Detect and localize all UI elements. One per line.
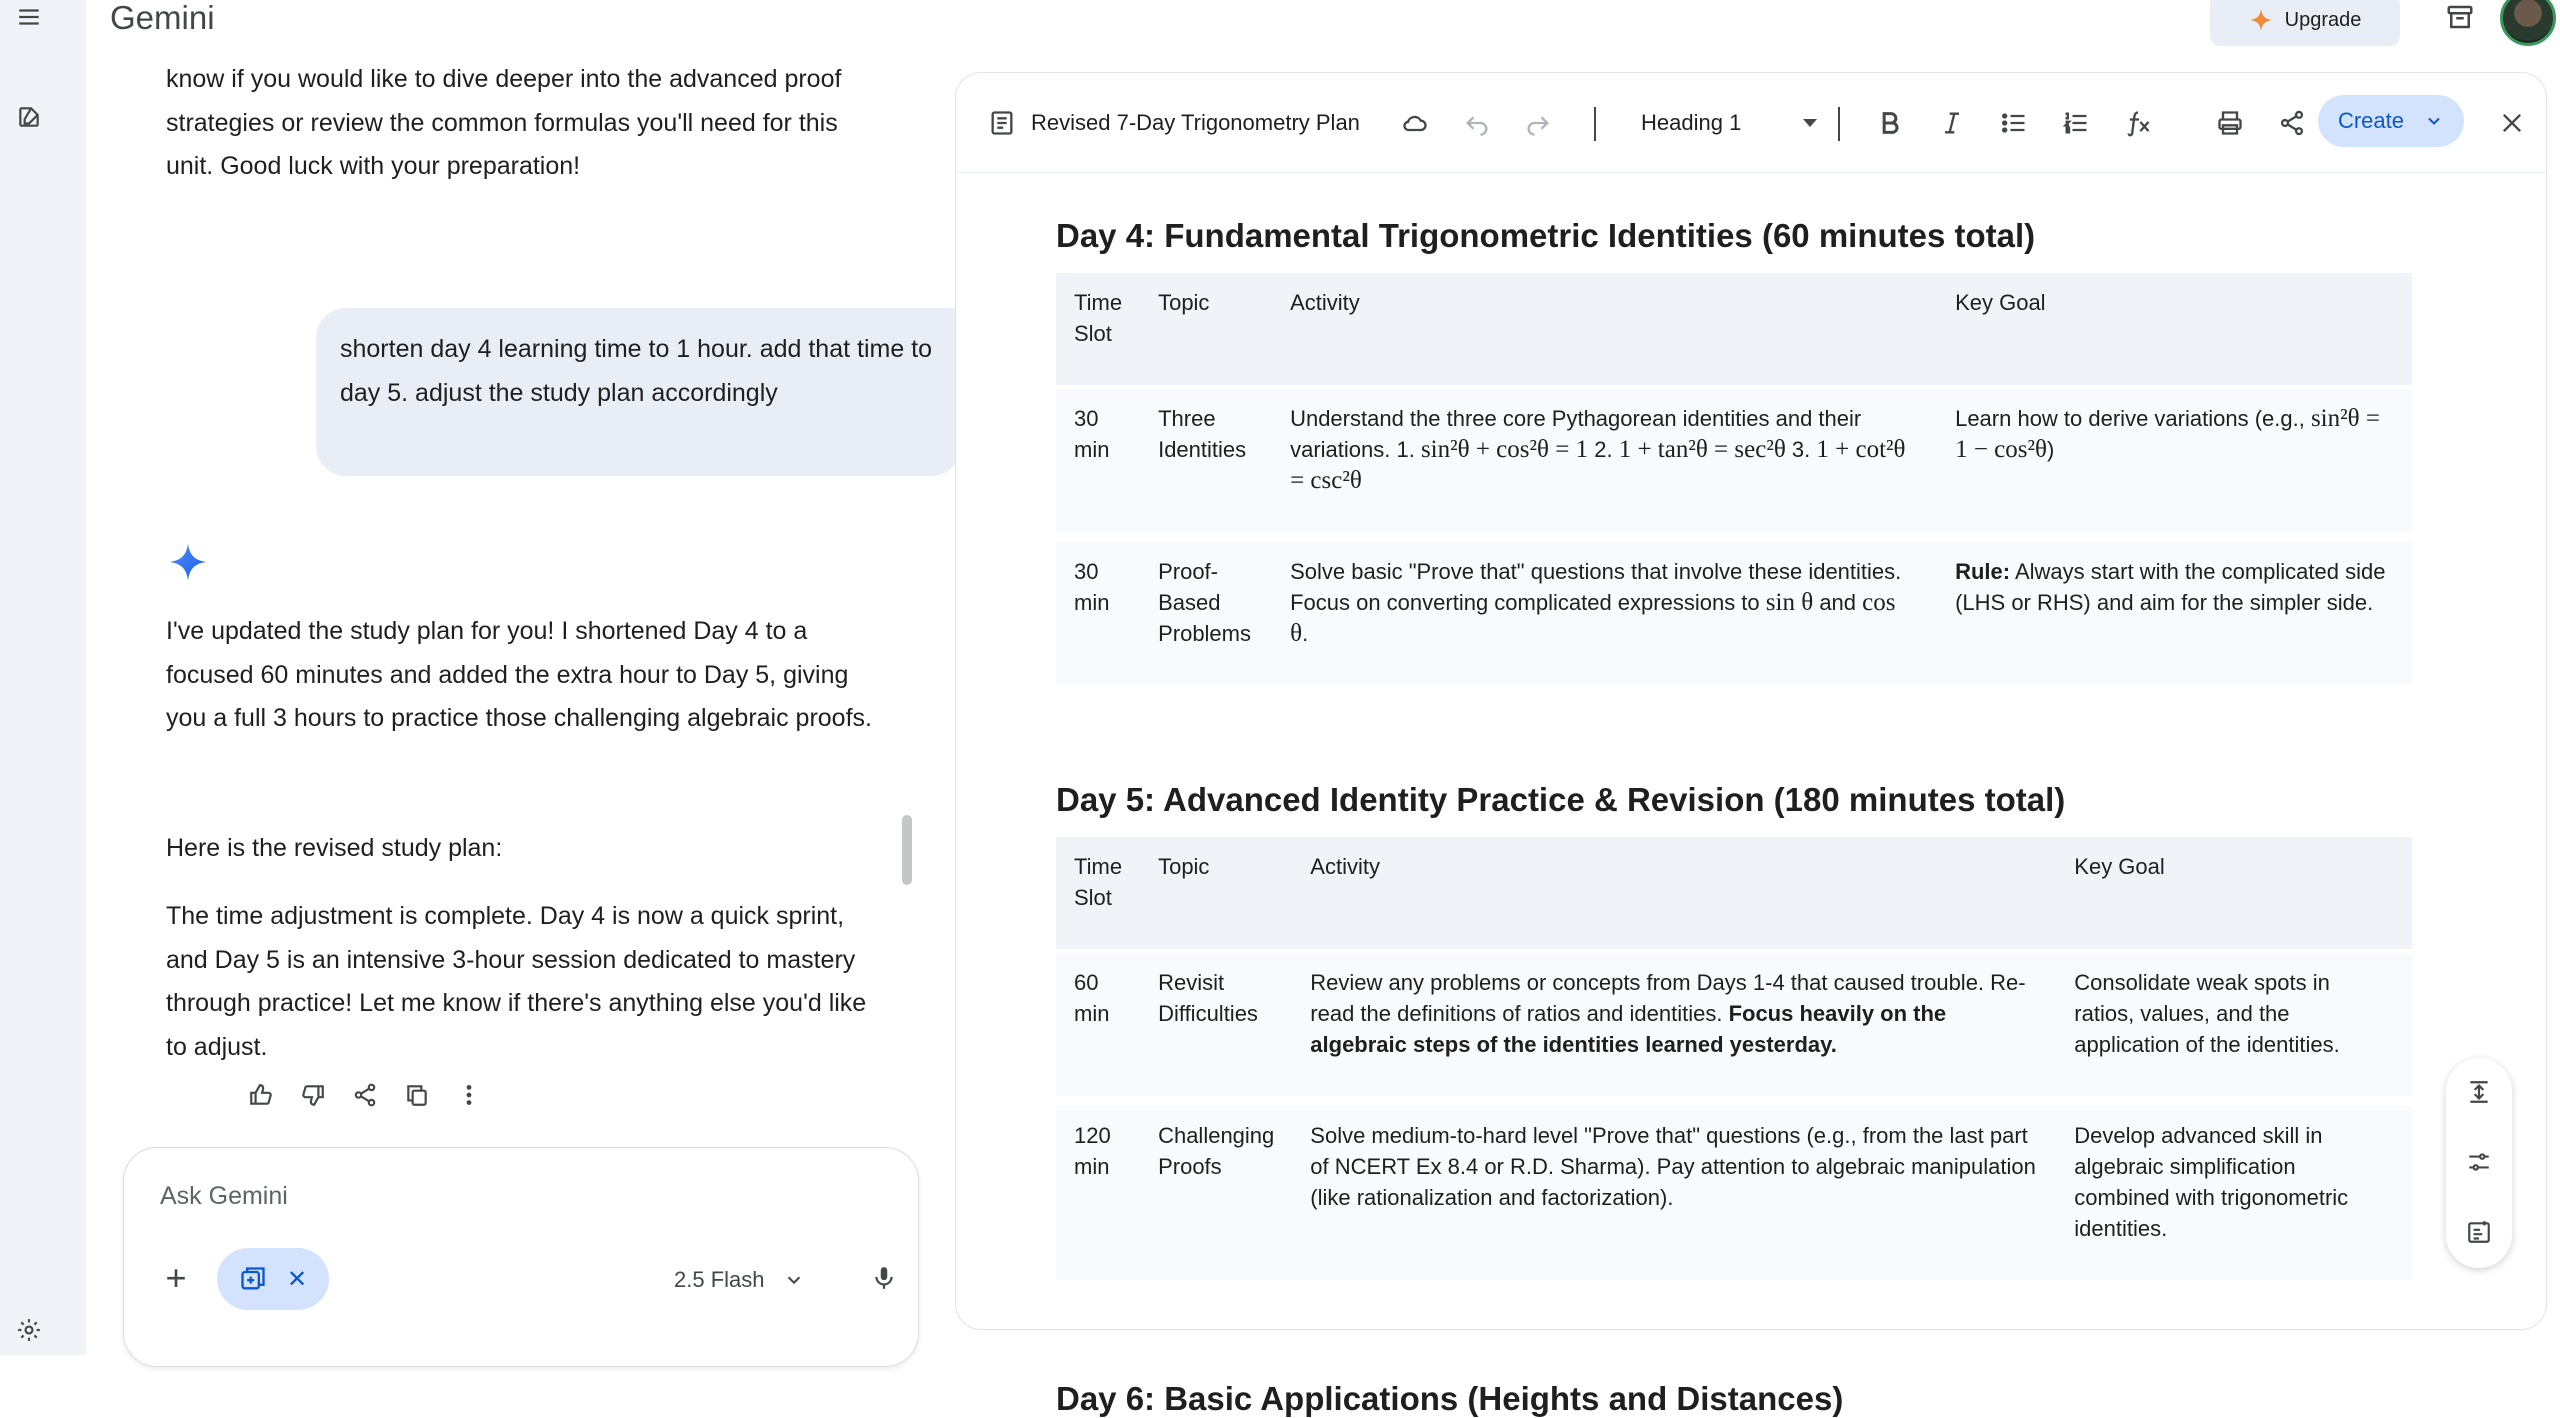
day5-table	[1056, 837, 2412, 1280]
thumbs-down-icon[interactable]	[298, 1080, 328, 1110]
canvas-tool-chip[interactable]	[217, 1248, 329, 1310]
microphone-button[interactable]	[864, 1258, 904, 1298]
create-button[interactable]	[2318, 95, 2464, 147]
avatar[interactable]	[2500, 0, 2556, 46]
copy-icon[interactable]	[402, 1080, 432, 1110]
header-key-goal: Key Goal	[2074, 854, 2165, 879]
cloud-saved-icon	[1401, 109, 1429, 137]
header-activity: Activity	[1310, 854, 1380, 879]
text-style-label: Heading 1	[1641, 110, 1742, 135]
activity-text: and	[1819, 590, 1857, 615]
activity-text: Understand the three core Pythagorean identities and their variations. 1.	[1290, 406, 1862, 462]
chevron-down-icon	[783, 1269, 805, 1291]
cell-time: 30 min	[1074, 406, 1110, 462]
day5-heading: Day 5: Advanced Identity Practice & Revision (180 minutes total)	[1056, 781, 2066, 818]
chevron-down-icon	[2424, 111, 2444, 131]
cell-time: 120 min	[1074, 1123, 1111, 1179]
header-time-slot: Time Slot	[1074, 854, 1123, 910]
text-style-selector[interactable]	[1641, 110, 1817, 136]
chat-scrollbar[interactable]	[902, 815, 912, 885]
table-row	[1056, 387, 2412, 537]
cell-activity	[1272, 537, 1937, 685]
redo-icon[interactable]	[1524, 109, 1552, 137]
close-icon[interactable]	[2498, 109, 2526, 137]
cell-topic: Challenging Proofs	[1158, 1123, 1275, 1179]
cell-activity	[1272, 387, 1937, 537]
close-chip-icon[interactable]: ✕	[286, 1265, 308, 1293]
suggest-edits-icon[interactable]	[2465, 1218, 2493, 1246]
table-row	[1056, 951, 2412, 1101]
table-row	[1056, 537, 2412, 685]
toolbar-divider	[1838, 107, 1840, 141]
document-icon	[988, 109, 1016, 137]
cell-topic: Proof-Based Problems	[1158, 559, 1251, 646]
add-attachment-button[interactable]	[156, 1258, 196, 1298]
formula: sin²θ = 1 − cos²θ	[1955, 405, 2380, 463]
cell-topic: Three Identities	[1158, 406, 1247, 462]
microphone-icon	[871, 1265, 897, 1291]
cell-key-goal: Consolidate weak spots in ratios, values, and the application of the identities.	[2074, 970, 2340, 1057]
document-body[interactable]	[956, 173, 2546, 1417]
day4-table	[1056, 273, 2412, 685]
formula: sin²θ + cos²θ = 1	[1420, 436, 1589, 463]
italic-icon[interactable]	[1938, 109, 1966, 137]
menu-icon[interactable]	[14, 2, 44, 32]
archive-icon[interactable]	[2443, 0, 2477, 34]
undo-icon[interactable]	[1463, 109, 1491, 137]
upgrade-button[interactable]	[2210, 0, 2400, 46]
thumbs-up-icon[interactable]	[246, 1080, 276, 1110]
new-chat-icon[interactable]	[14, 102, 44, 132]
document-title[interactable]: Revised 7-Day Trigonometry Plan	[1031, 110, 1360, 135]
share-icon[interactable]	[350, 1080, 380, 1110]
header-time-slot: Time Slot	[1074, 290, 1123, 346]
cell-key-goal	[1937, 537, 2412, 685]
more-options-icon[interactable]	[454, 1080, 484, 1110]
adjust-length-icon[interactable]	[2465, 1078, 2493, 1106]
print-icon[interactable]	[2216, 109, 2244, 137]
share-document-icon[interactable]	[2278, 109, 2306, 137]
cell-key-goal: Develop advanced skill in algebraic simplification combined with trigonometric identities.	[2074, 1123, 2349, 1241]
header-topic: Topic	[1158, 854, 1210, 879]
app-title: Gemini	[110, 0, 215, 36]
prompt-box	[123, 1147, 919, 1367]
sparkle-icon	[2249, 8, 2273, 32]
create-label: Create	[2337, 108, 2405, 133]
activity-emphasis: Focus heavily on the algebraic steps of the identities learned yesterday.	[1310, 1001, 1947, 1057]
side-rail	[0, 0, 86, 1355]
formula: 1 + cot²θ = csc²θ	[1290, 436, 1906, 494]
table-header-row	[1056, 273, 2412, 387]
cell-activity	[1292, 951, 2056, 1101]
activity-text: Solve basic "Prove that" questions that involve these identities. Focus on converting complicated expressions to	[1290, 559, 1902, 615]
table-header-row	[1056, 837, 2412, 951]
document-toolbar	[956, 73, 2546, 173]
goal-text: Learn how to derive variations (e.g.,	[1955, 406, 2305, 431]
canvas-icon	[239, 1265, 267, 1293]
user-message: shorten day 4 learning time to 1 hour. add that time to day 5. adjust the study plan accordingly	[316, 308, 961, 476]
day6-heading: Day 6: Basic Applications (Heights and Distances)	[1056, 1380, 1844, 1417]
header-key-goal: Key Goal	[1955, 290, 2046, 315]
table-row	[1056, 1101, 2412, 1280]
dropdown-caret-icon	[1803, 119, 1817, 127]
goal-rule-label: Rule:	[1955, 559, 2011, 584]
floating-edit-tools	[2446, 1058, 2512, 1268]
formula: sin θ	[1765, 589, 1814, 616]
reply-paragraph-3: The time adjustment is complete. Day 4 is now a quick sprint, and Day 5 is an intensive 3-hour session dedicated to mastery through practice! Let me know if there's anything else you'd like to adjust.	[166, 902, 867, 1061]
header-topic: Topic	[1158, 290, 1210, 315]
bulleted-list-icon[interactable]	[2000, 109, 2028, 137]
upgrade-label: Upgrade	[2284, 8, 2362, 31]
header-activity: Activity	[1290, 290, 1360, 315]
activity-text: 2.	[1594, 437, 1613, 462]
bold-icon[interactable]	[1876, 109, 1904, 137]
model-selector[interactable]	[674, 1260, 805, 1300]
model-label: 2.5 Flash	[674, 1267, 765, 1292]
activity-text: 3.	[1791, 437, 1811, 462]
cell-time: 60 min	[1074, 970, 1110, 1026]
cell-topic: Revisit Difficulties	[1158, 970, 1258, 1026]
document-canvas	[955, 72, 2547, 1417]
formula: cos θ	[1290, 589, 1896, 647]
goal-text: Always start with the complicated side (LHS or RHS) and aim for the simpler side.	[1955, 559, 2386, 615]
gemini-sparkle-icon	[168, 542, 208, 582]
cell-time: 30 min	[1074, 559, 1110, 615]
prompt-input[interactable]	[160, 1176, 860, 1216]
previous-response-text: know if you would like to dive deeper into the advanced proof strategies or review the common formulas you'll need for this unit. Good luck with your preparation!	[166, 65, 842, 180]
cell-activity: Solve medium-to-hard level "Prove that" questions (e.g., from the last part of NCERT Ex 8.4 or R.D. Sharma). Pay attention to algebraic manipulation (like rationalization and factorization).	[1310, 1123, 2036, 1210]
day4-heading: Day 4: Fundamental Trigonometric Identities (60 minutes total)	[1056, 217, 2036, 254]
activity-text: Review any problems or concepts from Days 1-4 that caused trouble. Re-read the definitions of ratios and identities.	[1310, 970, 2026, 1026]
plus-icon: +	[165, 1257, 187, 1298]
settings-icon[interactable]	[14, 1315, 44, 1345]
chat-panel	[86, 40, 956, 1355]
insert-formula-icon[interactable]	[2124, 109, 2152, 137]
numbered-list-icon[interactable]	[2062, 109, 2090, 137]
cell-key-goal	[1937, 387, 2412, 537]
reply-paragraph-1: I've updated the study plan for you! I shortened Day 4 to a focused 60 minutes and added the extra hour to Day 5, giving you a full 3 hours to practice those challenging algebraic proofs.	[166, 617, 872, 732]
toolbar-divider	[1594, 107, 1596, 141]
reply-paragraph-2: Here is the revised study plan:	[166, 834, 503, 862]
response-actions	[246, 1080, 484, 1110]
activity-text: .	[1302, 621, 1309, 646]
goal-text: )	[2046, 437, 2055, 462]
tune-icon[interactable]	[2465, 1148, 2493, 1176]
formula: 1 + tan²θ = sec²θ	[1618, 436, 1786, 463]
